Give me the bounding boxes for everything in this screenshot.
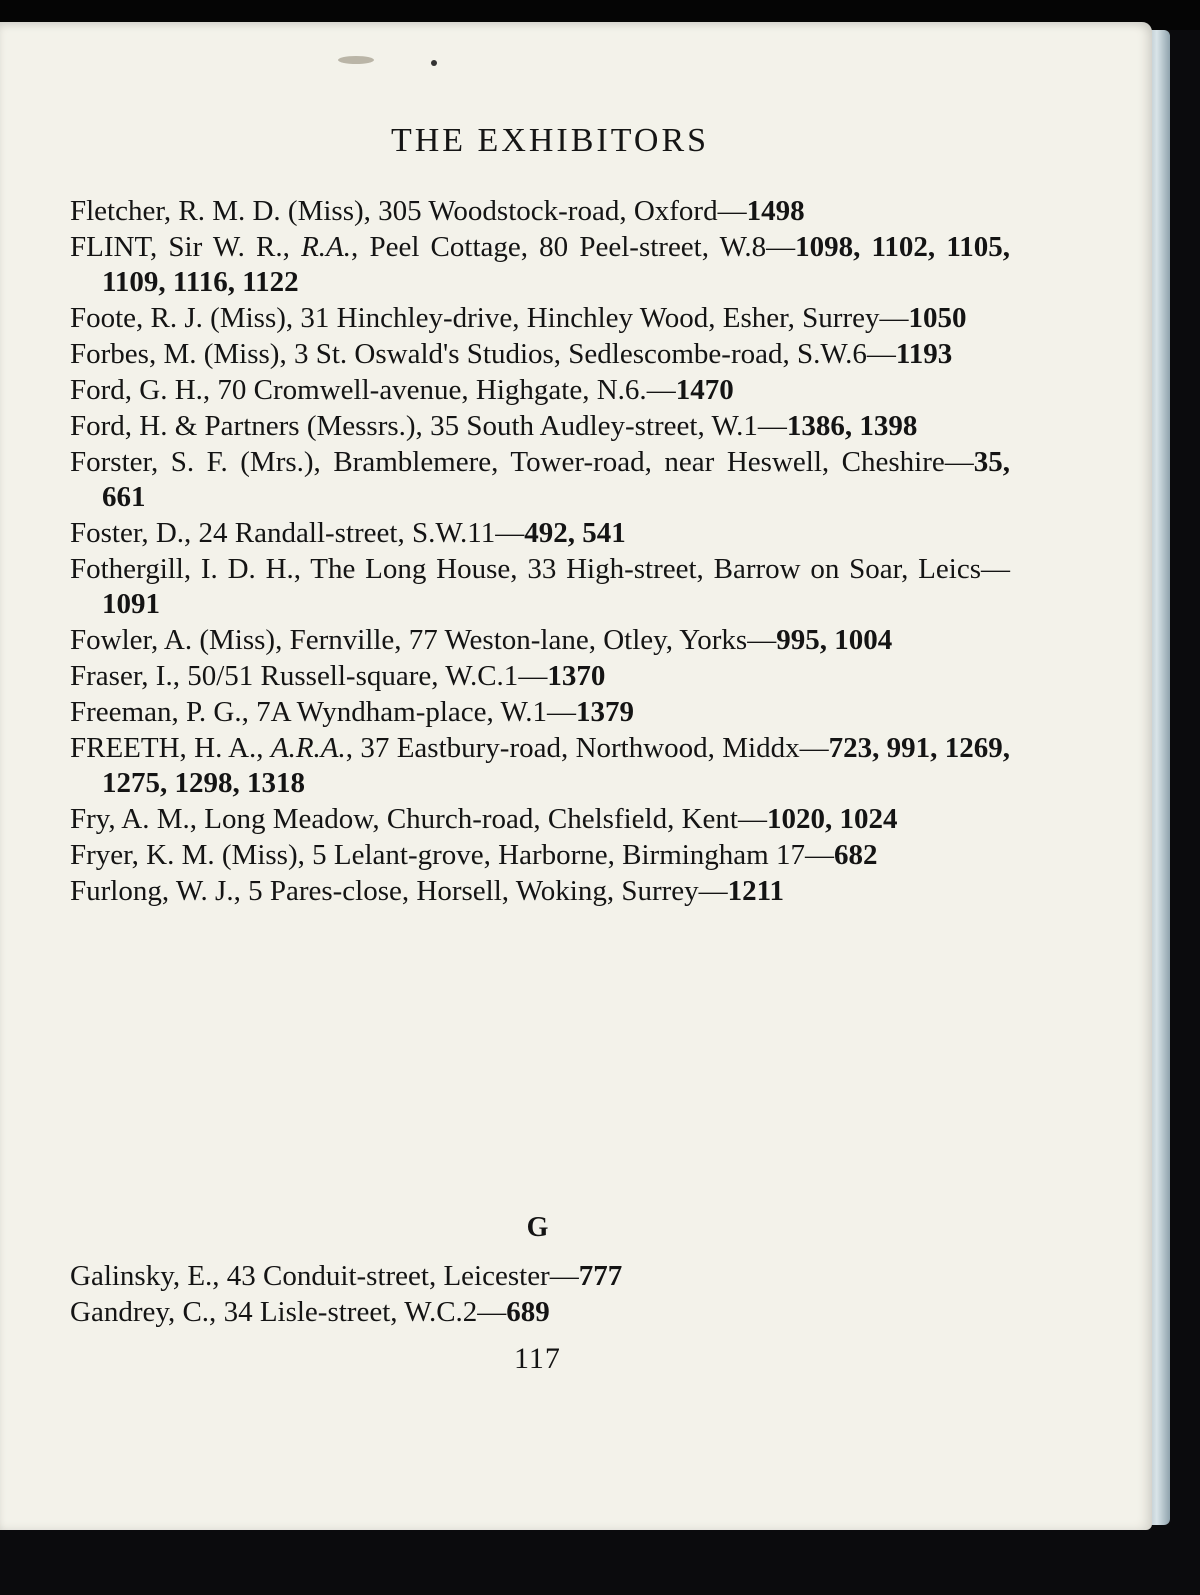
separator-dash: — — [698, 875, 728, 907]
page-title: THE EXHIBITORS — [390, 122, 710, 159]
exhibitor-name: Fothergill, I. D. H., — [70, 553, 302, 585]
separator-dash: — — [518, 660, 548, 692]
exhibitor-entry — [70, 1295, 1010, 1330]
book-page — [0, 22, 1152, 1530]
exhibitor-address: , Peel Cottage, 80 Peel-street, W.8 — [351, 231, 767, 263]
exhibitor-entry — [70, 1259, 1010, 1294]
separator-dash: — — [757, 410, 787, 442]
exhibitor-entry — [70, 194, 1010, 229]
exhibitor-name: Forster, S. F. (Mrs.), — [70, 446, 321, 478]
exhibitor-entry — [70, 337, 1010, 372]
catalogue-numbers: 492, 541 — [524, 517, 626, 549]
exhibitor-address: 43 Conduit-street, Leicester — [226, 1260, 550, 1292]
separator-dash: — — [799, 732, 829, 764]
catalogue-numbers: 682 — [833, 839, 878, 871]
catalogue-numbers: 1193 — [895, 338, 953, 370]
exhibitor-entry — [70, 445, 1010, 515]
catalogue-numbers: 1470 — [675, 374, 734, 406]
catalogue-numbers: 1020, 1024 — [766, 803, 898, 835]
exhibitor-address: 50/51 Russell-square, W.C.1 — [187, 660, 519, 692]
separator-dash: — — [981, 553, 1010, 585]
exhibitor-entry — [70, 373, 1010, 408]
catalogue-numbers: 723, 991, 1269, 1275, 1298, 1318 — [102, 732, 1011, 799]
catalogue-numbers: 1050 — [908, 302, 967, 334]
exhibitor-entry — [70, 301, 1010, 336]
catalogue-numbers: 689 — [506, 1296, 550, 1328]
separator-dash: — — [477, 1296, 507, 1328]
exhibitor-name: Fry, A. M., — [70, 803, 198, 835]
exhibitor-entry — [70, 552, 1010, 622]
section-heading-g: G — [526, 1212, 549, 1243]
exhibitor-entry — [70, 731, 1010, 801]
exhibitor-address: Long Meadow, Church-road, Chelsfield, Kent — [204, 803, 738, 835]
exhibitor-address: 31 Hinchley-drive, Hinchley Wood, Esher, Surrey — [300, 302, 880, 334]
ink-smudge — [338, 56, 374, 64]
exhibitor-name: Gandrey, C., — [70, 1296, 217, 1328]
catalogue-numbers: 1098, 1102, 1105, 1109, 1116, 1122 — [102, 231, 1011, 298]
exhibitor-address: Fernville, 77 Weston-lane, Otley, Yorks — [289, 624, 748, 656]
exhibitor-entry — [70, 409, 1010, 444]
exhibitor-address: 305 Woodstock-road, Oxford — [378, 195, 718, 227]
exhibitor-address: 35 South Audley-street, W.1 — [430, 410, 758, 442]
exhibitor-list-f — [70, 194, 1010, 910]
exhibitor-address: 5 Pares-close, Horsell, Woking, Surrey — [248, 875, 699, 907]
separator-dash: — — [879, 302, 909, 334]
exhibitor-address: The Long House, 33 High-street, Barrow on Soar, Leics — [310, 553, 981, 585]
catalogue-numbers: 1386, 1398 — [786, 410, 918, 442]
exhibitor-name: Freeman, P. G., — [70, 696, 249, 728]
catalogue-numbers: 1379 — [575, 696, 634, 728]
exhibitor-name: Galinsky, E., — [70, 1260, 220, 1292]
exhibitor-address: 7A Wyndham-place, W.1 — [256, 696, 547, 728]
separator-dash: — — [717, 195, 747, 227]
catalogue-numbers: 1091 — [102, 588, 160, 620]
exhibitor-name: Forbes, M. (Miss), — [70, 338, 287, 370]
separator-dash: — — [495, 517, 525, 549]
catalogue-numbers: 777 — [578, 1260, 623, 1292]
separator-dash: — — [866, 338, 896, 370]
exhibitor-entry — [70, 659, 1010, 694]
exhibitor-name: Fryer, K. M. (Miss), — [70, 839, 305, 871]
separator-dash: — — [646, 374, 676, 406]
page-number: 117 — [514, 1342, 561, 1375]
exhibitor-name: Foote, R. J. (Miss), — [70, 302, 294, 334]
separator-dash: — — [766, 231, 796, 263]
separator-dash: — — [804, 839, 834, 871]
exhibitor-address: 70 Cromwell-avenue, Highgate, N.6. — [217, 374, 647, 406]
exhibitor-name: Furlong, W. J., — [70, 875, 241, 907]
separator-dash: — — [546, 696, 576, 728]
exhibitor-name: Fletcher, R. M. D. (Miss), — [70, 195, 371, 227]
exhibitor-entry — [70, 230, 1010, 300]
exhibitor-name: FLINT, Sir W. R., — [70, 231, 290, 263]
catalogue-numbers: 995, 1004 — [776, 624, 893, 656]
academy-title: R.A. — [301, 231, 352, 263]
exhibitor-entry — [70, 516, 1010, 551]
exhibitor-name: FREETH, H. A., — [70, 732, 264, 764]
exhibitor-entry — [70, 874, 1010, 909]
academy-title: A.R.A. — [270, 732, 346, 764]
exhibitor-entry — [70, 695, 1010, 730]
exhibitor-name: Fraser, I., — [70, 660, 180, 692]
exhibitor-address: Bramblemere, Tower-road, near Heswell, Cheshire — [333, 446, 945, 478]
exhibitor-entry — [70, 838, 1010, 873]
exhibitor-address: 3 St. Oswald's Studios, Sedlescombe-road, S.W.6 — [293, 338, 867, 370]
exhibitor-address: 34 Lisle-street, W.C.2 — [223, 1296, 478, 1328]
exhibitor-name: Ford, H. & Partners (Messrs.), — [70, 410, 423, 442]
exhibitor-entry — [70, 623, 1010, 658]
exhibitor-entry — [70, 802, 1010, 837]
separator-dash: — — [549, 1260, 579, 1292]
separator-dash: — — [737, 803, 767, 835]
exhibitor-name: Fowler, A. (Miss), — [70, 624, 283, 656]
exhibitor-address: 24 Randall-street, S.W.11 — [198, 517, 496, 549]
catalogue-numbers: 1370 — [547, 660, 606, 692]
ink-dot — [431, 60, 437, 66]
exhibitor-address: , 37 Eastbury-road, Northwood, Middx — [345, 732, 800, 764]
catalogue-numbers: 1211 — [727, 875, 785, 907]
exhibitor-address: 5 Lelant-grove, Harborne, Birmingham 17 — [312, 839, 805, 871]
exhibitor-name: Ford, G. H., — [70, 374, 211, 406]
separator-dash: — — [944, 446, 974, 478]
exhibitor-list-g — [70, 1259, 1010, 1331]
catalogue-numbers: 35, 661 — [102, 446, 1010, 513]
catalogue-numbers: 1498 — [746, 195, 805, 227]
separator-dash: — — [747, 624, 777, 656]
exhibitor-name: Foster, D., — [70, 517, 192, 549]
